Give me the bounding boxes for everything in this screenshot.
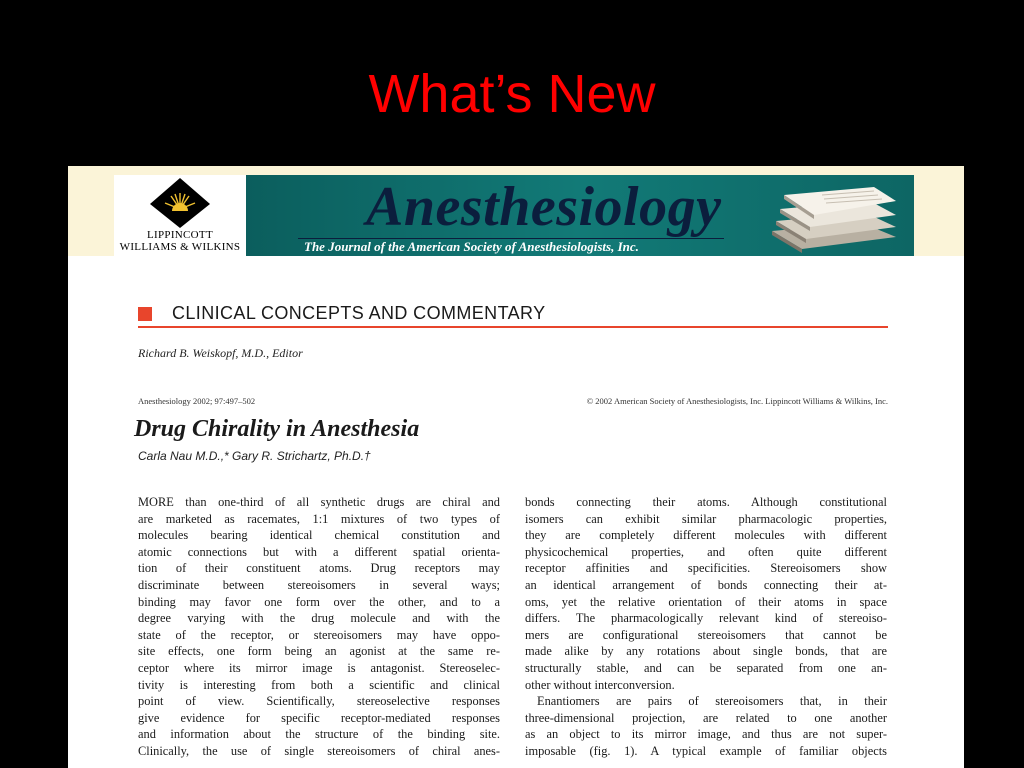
body-line: tion of their constituent atoms. Drug receptors may: [138, 561, 500, 576]
journal-subtitle: The Journal of the American Society of Anesthesiologists, Inc.: [304, 239, 639, 254]
editor-credit: Richard B. Weiskopf, M.D., Editor: [138, 346, 303, 360]
journal-name: Anesthesiology: [366, 176, 722, 238]
journal-masthead: [246, 175, 914, 256]
body-line: made alike by any rotations about single bonds, that are: [525, 644, 887, 659]
article-title: Drug Chirality in Anesthesia: [134, 416, 420, 442]
body-line: give evidence for specific receptor-mediated responses: [138, 710, 500, 725]
body-line: point of view. Scientifically, stereoselective responses: [138, 694, 500, 709]
body-line: binding may favor one form over the other, and to a: [138, 594, 500, 609]
journal-banner: [68, 166, 964, 256]
body-line: oms, yet the relative orientation of their atoms in space: [525, 594, 887, 609]
body-line: are marketed as racemates, 1:1 mixtures of two types of: [138, 511, 500, 526]
stacked-books-icon: [762, 181, 902, 253]
slide-title: What’s New: [368, 64, 656, 124]
body-line: Clinically, the use of single stereoisomers of chiral anes-: [138, 743, 500, 758]
sunburst-diamond-logo-icon: [149, 177, 211, 229]
body-line: MORE than one-third of all synthetic drugs are chiral and: [138, 495, 500, 509]
body-line: ceptor where its mirror image is antagonist. Stereoselec-: [138, 660, 500, 675]
journal-citation: Anesthesiology 2002; 97:497–502: [138, 396, 256, 406]
body-line: and information about the structure of the binding site.: [138, 727, 500, 742]
body-line: bonds connecting their atoms. Although constitutional: [525, 495, 887, 509]
body-line: an identical arrangement of bonds connecting their at-: [525, 577, 887, 592]
copyright-notice: © 2002 American Society of Anesthesiologists, Inc. Lippincott Williams & Wilkins, Inc.: [586, 396, 888, 406]
body-line: degree varying with the drug molecule and with the: [138, 611, 500, 626]
publisher-logo: [114, 175, 246, 257]
article-page: [68, 256, 964, 768]
body-line: receptor affinities and specificities. Stereoisomers show: [525, 561, 887, 576]
section-rule: [138, 326, 888, 328]
body-line: molecules bearing identical chemical constitution and: [138, 528, 500, 543]
body-line: isomers can exhibit similar pharmacologic properties,: [525, 511, 887, 526]
body-line: other without interconversion.: [525, 677, 675, 692]
body-line: atomic connections but with a different spatial orienta-: [138, 544, 500, 559]
body-line: three-dimensional projection, are related to one another: [525, 710, 887, 725]
publisher-name-line2: WILLIAMS & WILKINS: [119, 241, 241, 253]
article-authors: Carla Nau M.D.,* Gary R. Strichartz, Ph.D.†: [138, 449, 371, 463]
publisher-name-line1: LIPPINCOTT: [147, 229, 213, 241]
body-line: as an object to its mirror image, and thus are not super-: [525, 727, 887, 742]
body-line: site effects, one form being an agonist at the same re-: [138, 644, 500, 659]
body-column-left: [138, 494, 500, 760]
body-line: structurally stable, and can be separated from one an-: [525, 660, 887, 675]
section-heading: CLINICAL CONCEPTS AND COMMENTARY: [172, 303, 546, 323]
body-line: imposable (fig. 1). A typical example of familiar objects: [525, 743, 887, 758]
body-line: Enantiomers are pairs of stereoisomers that, in their: [537, 694, 887, 709]
body-line: state of the receptor, or stereoisomers may have oppo-: [138, 627, 500, 642]
body-line: physicochemical properties, and often quite different: [525, 544, 887, 559]
body-line: tivity is interesting from both a scientific and clinical: [138, 677, 500, 692]
body-column-right: [525, 494, 887, 760]
section-marker: [138, 307, 152, 321]
body-line: they are completely different molecules with different: [525, 528, 887, 543]
body-line: discriminate between stereoisomers in several ways;: [138, 577, 500, 592]
body-line: mers are configurational stereoisomers that cannot be: [525, 627, 887, 642]
body-line: differs. The pharmacologically relevant kind of stereoiso-: [525, 611, 887, 626]
